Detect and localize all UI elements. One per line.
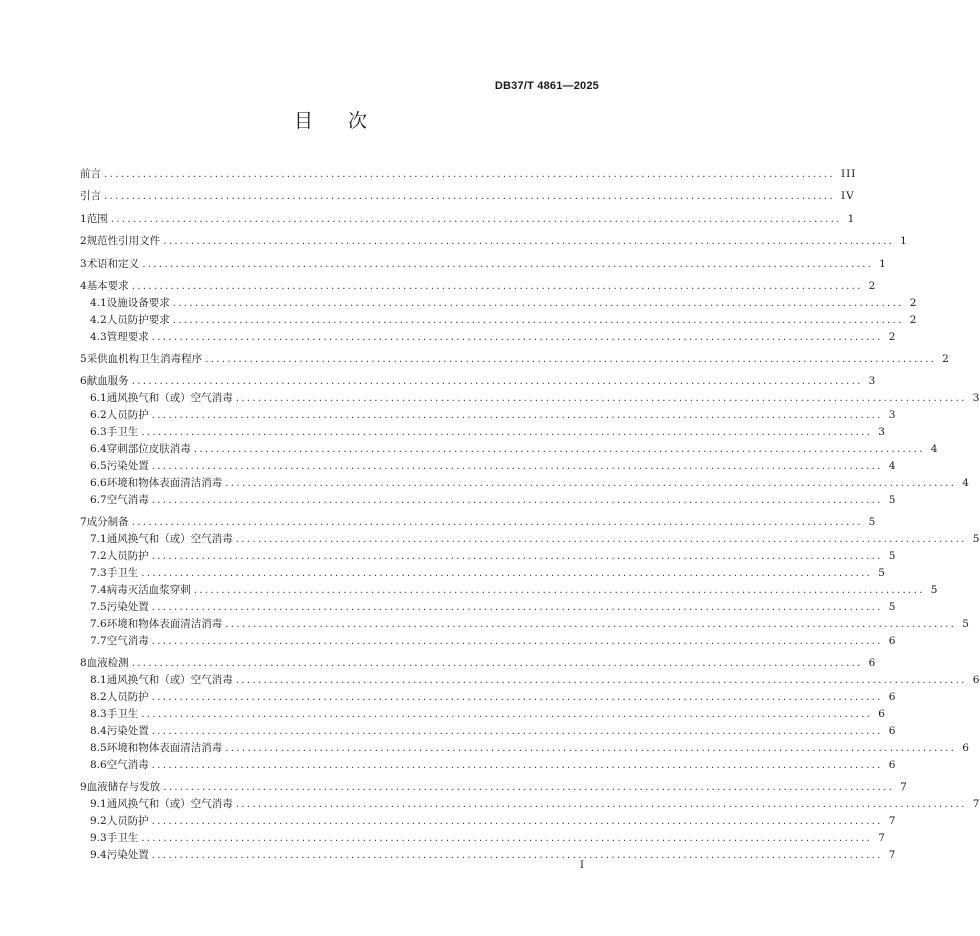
toc-leader-dots: .................................................................................................................................... — [225, 742, 957, 754]
toc-entry[interactable] — [80, 295, 918, 312]
toc-leader-dots: .................................................................................................................................... — [151, 635, 883, 647]
toc-leader-dots: .................................................................................................................................... — [151, 331, 883, 343]
toc-entry-number: 8.4 — [90, 725, 107, 737]
toc-leader-dots: .................................................................................................................................... — [151, 759, 883, 771]
toc-leader-dots: .................................................................................................................................... — [151, 815, 883, 827]
toc-entry-page: 1 — [847, 213, 856, 225]
toc-entry[interactable] — [80, 278, 877, 295]
toc-entry-number: 7.4 — [90, 584, 107, 596]
toc-entry[interactable] — [80, 351, 950, 368]
toc-entry-number: 7.7 — [90, 635, 107, 647]
toc-entry-label: 通风换气和（或）空气消毒 — [106, 674, 233, 686]
toc-entry-label: 管理要求 — [106, 331, 149, 343]
toc-leader-dots: .................................................................................................................................... — [131, 280, 863, 292]
toc-entry-label: 人员防护 — [106, 691, 149, 703]
toc-entry-page: 6 — [888, 725, 897, 737]
toc-leader-dots: .................................................................................................................................... — [172, 297, 904, 309]
toc-entry-label: 病毒灭活血浆穿刺 — [106, 584, 191, 596]
toc-entry[interactable] — [80, 424, 886, 441]
toc-entry-label: 环境和物体表面清洁消毒 — [106, 742, 223, 754]
toc-entry-number: 6.5 — [90, 460, 107, 472]
toc-entry[interactable] — [80, 757, 897, 774]
toc-leader-dots: .................................................................................................................................... — [104, 190, 835, 202]
toc-entry-page: 7 — [972, 798, 980, 810]
toc-entry-label: 空气消毒 — [106, 635, 149, 647]
toc-entry-number: 3 — [80, 258, 87, 270]
toc-leader-dots: .................................................................................................................................... — [151, 494, 883, 506]
toc-entry-label: 血液检测 — [86, 657, 129, 669]
toc-entry-page: 2 — [942, 353, 950, 365]
toc-entry[interactable] — [80, 796, 980, 813]
toc-entry[interactable] — [80, 740, 970, 757]
toc-entry-page: 3 — [972, 392, 980, 404]
toc-entry-page: 5 — [930, 584, 939, 596]
toc-entry-label: 设施设备要求 — [106, 297, 170, 309]
toc-entry-number: 6.6 — [90, 477, 107, 489]
toc-entry[interactable] — [80, 390, 980, 407]
toc-entry-label: 人员防护 — [106, 550, 149, 562]
toc-entry-number: 7 — [80, 516, 87, 528]
toc-entry-number: 2 — [80, 235, 87, 247]
toc-entry-label: 穿刺部位皮肤消毒 — [106, 443, 191, 455]
toc-entry-page: 3 — [888, 409, 897, 421]
page-title — [0, 106, 662, 133]
toc-entry-label: 术语和定义 — [86, 258, 140, 270]
toc-entry-label: 手卫生 — [106, 567, 139, 579]
toc-entry-page: 2 — [909, 297, 918, 309]
toc-entry[interactable] — [80, 407, 897, 424]
toc-entry[interactable] — [80, 211, 856, 228]
toc-entry-label: 污染处置 — [106, 601, 149, 613]
toc-leader-dots: .................................................................................................................................... — [172, 314, 904, 326]
toc-entry[interactable] — [80, 312, 918, 329]
toc-leader-dots: .................................................................................................................................... — [142, 258, 874, 270]
toc-leader-dots: .................................................................................................................................... — [104, 168, 835, 180]
toc-entry-number: 4 — [80, 280, 87, 292]
toc-entry-page: 4 — [930, 443, 939, 455]
toc-entry-label: 环境和物体表面清洁消毒 — [106, 477, 223, 489]
toc-entry-page: 5 — [888, 494, 897, 506]
toc-entry[interactable] — [80, 475, 970, 492]
toc-entry-number: 6.3 — [90, 426, 107, 438]
toc-entry-label: 引言 — [80, 190, 101, 202]
toc-entry[interactable] — [80, 329, 897, 346]
toc-entry-label: 采供血机构卫生消毒程序 — [86, 353, 203, 365]
toc-entry-page: 5 — [888, 550, 897, 562]
toc-entry-number: 9 — [80, 781, 87, 793]
toc-entry[interactable] — [80, 188, 855, 205]
toc-entry-number: 7.5 — [90, 601, 107, 613]
toc-leader-dots: .................................................................................................................................... — [225, 618, 957, 630]
toc-entry-number: 4.3 — [90, 331, 107, 343]
toc-leader-dots: .................................................................................................................................... — [141, 426, 873, 438]
toc-entry-label: 污染处置 — [106, 849, 149, 861]
toc-leader-dots: .................................................................................................................................... — [131, 516, 863, 528]
toc-leader-dots: .................................................................................................................................... — [141, 708, 873, 720]
toc-entry[interactable] — [80, 616, 970, 633]
toc-entry-number: 4.1 — [90, 297, 107, 309]
toc-entry-page: 5 — [868, 516, 877, 528]
toc-entry[interactable] — [80, 565, 886, 582]
toc-entry-page: 6 — [888, 691, 897, 703]
toc-entry-page: 7 — [878, 832, 886, 844]
toc-entry-page: 3 — [878, 426, 886, 438]
toc-entry-label: 人员防护要求 — [106, 314, 170, 326]
toc-leader-dots: .................................................................................................................................... — [131, 657, 863, 669]
toc-entry-number: 9.2 — [90, 815, 107, 827]
toc-entry-label: 手卫生 — [106, 426, 139, 438]
toc-entry-page: 1 — [900, 235, 908, 247]
toc-entry-number: 7.2 — [90, 550, 107, 562]
toc-entry[interactable] — [80, 548, 897, 565]
toc-entry[interactable] — [80, 779, 908, 796]
toc-entry-number: 8 — [80, 657, 87, 669]
toc-leader-dots: .................................................................................................................................... — [110, 213, 842, 225]
toc-entry[interactable] — [80, 492, 897, 509]
toc-entry-number: 4.2 — [90, 314, 107, 326]
toc-entry-number: 6 — [80, 375, 87, 387]
toc-entry-number: 9.4 — [90, 849, 107, 861]
toc-leader-dots: .................................................................................................................................... — [151, 460, 883, 472]
toc-entry[interactable] — [80, 723, 897, 740]
toc-leader-dots: .................................................................................................................................... — [141, 567, 873, 579]
title-char-2: 次 — [348, 110, 369, 132]
toc-entry-label: 污染处置 — [106, 460, 149, 472]
toc-entry-number: 7.6 — [90, 618, 107, 630]
toc-entry[interactable] — [80, 830, 886, 847]
toc-entry[interactable] — [80, 233, 908, 250]
toc-entry-number: 5 — [80, 353, 87, 365]
toc-entry-number: 8.3 — [90, 708, 107, 720]
toc-entry[interactable] — [80, 813, 897, 830]
toc-entry-label: 规范性引用文件 — [86, 235, 161, 247]
toc-entry-label: 手卫生 — [106, 832, 139, 844]
toc-entry-page: 6 — [962, 742, 970, 754]
toc-entry-page: 1 — [879, 258, 887, 270]
toc-entry-label: 污染处置 — [106, 725, 149, 737]
toc-entry[interactable] — [80, 256, 887, 273]
document-code: DB37/T 4861—2025 — [494, 80, 599, 92]
toc-entry-label: 前言 — [80, 168, 101, 180]
toc-entry-number: 8.1 — [90, 674, 107, 686]
toc-entry-page: 4 — [962, 477, 970, 489]
toc-entry[interactable] — [80, 582, 939, 599]
toc-entry-page: 6 — [878, 708, 886, 720]
toc-entry-number: 6.1 — [90, 392, 107, 404]
toc-leader-dots: .................................................................................................................................... — [193, 443, 925, 455]
toc-entry[interactable] — [80, 655, 877, 672]
toc-entry-page: 6 — [888, 759, 897, 771]
toc-entry-label: 空气消毒 — [106, 494, 149, 506]
toc-leader-dots: .................................................................................................................................... — [235, 392, 967, 404]
toc-entry-number: 8.5 — [90, 742, 107, 754]
toc-entry-label: 通风换气和（或）空气消毒 — [106, 392, 233, 404]
toc-leader-dots: .................................................................................................................................... — [151, 691, 883, 703]
toc-entry-page: 5 — [962, 618, 970, 630]
toc-entry[interactable] — [80, 441, 939, 458]
toc-entry[interactable] — [80, 514, 877, 531]
toc-entry-label: 血液储存与发放 — [86, 781, 161, 793]
toc-leader-dots: .................................................................................................................................... — [193, 584, 925, 596]
toc-entry[interactable] — [80, 706, 886, 723]
toc-entry-number: 7.3 — [90, 567, 107, 579]
toc-entry-page: 7 — [900, 781, 908, 793]
title-char-1: 目 — [293, 110, 314, 132]
toc-leader-dots: .................................................................................................................................... — [131, 375, 863, 387]
toc-entry[interactable] — [80, 672, 980, 689]
toc-entry-page: 6 — [868, 657, 877, 669]
toc-leader-dots: .................................................................................................................................... — [151, 550, 883, 562]
toc-entry-label: 空气消毒 — [106, 759, 149, 771]
toc-entry-page: 7 — [888, 815, 897, 827]
toc-leader-dots: .................................................................................................................................... — [151, 725, 883, 737]
toc-entry-page: 3 — [868, 375, 877, 387]
toc-leader-dots: .................................................................................................................................... — [163, 235, 895, 247]
toc-entry-page: III — [840, 168, 857, 180]
toc-entry[interactable] — [80, 633, 897, 650]
toc-entry-number: 8.6 — [90, 759, 107, 771]
toc-entry[interactable] — [80, 373, 877, 390]
toc-leader-dots: .................................................................................................................................... — [235, 798, 967, 810]
toc-leader-dots: .................................................................................................................................... — [235, 674, 967, 686]
toc-entry-page: 7 — [888, 849, 897, 861]
toc-entry-page: 6 — [888, 635, 897, 647]
toc-leader-dots: .................................................................................................................................... — [151, 849, 883, 861]
toc-entry-number: 9.1 — [90, 798, 107, 810]
toc-entry-page: 2 — [868, 280, 877, 292]
toc-entry-number: 6.7 — [90, 494, 107, 506]
toc-entry-label: 通风换气和（或）空气消毒 — [106, 533, 233, 545]
toc-leader-dots: .................................................................................................................................... — [225, 477, 957, 489]
toc-entry-label: 人员防护 — [106, 409, 149, 421]
toc-entry-number: 7.1 — [90, 533, 107, 545]
toc-entry-page: 4 — [888, 460, 897, 472]
toc-leader-dots: .................................................................................................................................... — [235, 533, 967, 545]
toc-entry-number: 9.3 — [90, 832, 107, 844]
footer-page-number: I — [580, 860, 584, 871]
toc-entry-number: 1 — [80, 213, 87, 225]
toc-entry-label: 通风换气和（或）空气消毒 — [106, 798, 233, 810]
toc-leader-dots: .................................................................................................................................... — [151, 409, 883, 421]
toc-entry-label: 人员防护 — [106, 815, 149, 827]
toc-entry-label: 范围 — [86, 213, 108, 225]
toc-entry-page: 6 — [972, 674, 980, 686]
toc-entry-page: 2 — [888, 331, 897, 343]
toc-entry[interactable] — [80, 847, 897, 864]
toc-leader-dots: .................................................................................................................................... — [163, 781, 895, 793]
toc-entry[interactable] — [80, 689, 897, 706]
toc-leader-dots: .................................................................................................................................... — [151, 601, 883, 613]
toc-entry-label: 基本要求 — [86, 280, 129, 292]
toc-entry-label: 成分制备 — [86, 516, 129, 528]
toc-entry[interactable] — [80, 599, 897, 616]
toc-entry-label: 献血服务 — [86, 375, 129, 387]
toc-entry[interactable] — [80, 458, 897, 475]
toc-entry[interactable] — [80, 166, 857, 183]
toc-entry-page: 5 — [888, 601, 897, 613]
toc-entry-label: 环境和物体表面清洁消毒 — [106, 618, 223, 630]
toc-entry-page: IV — [840, 190, 855, 202]
toc-entry[interactable] — [80, 531, 980, 548]
toc-leader-dots: .................................................................................................................................... — [205, 353, 937, 365]
toc-entry-page: 5 — [878, 567, 886, 579]
toc-entry-label: 手卫生 — [106, 708, 139, 720]
toc-leader-dots: .................................................................................................................................... — [141, 832, 873, 844]
toc-entry-number: 6.4 — [90, 443, 107, 455]
toc-entry-page: 2 — [909, 314, 918, 326]
toc-entry-number: 6.2 — [90, 409, 107, 421]
toc-entry-number: 8.2 — [90, 691, 107, 703]
toc-entry-page: 5 — [972, 533, 980, 545]
